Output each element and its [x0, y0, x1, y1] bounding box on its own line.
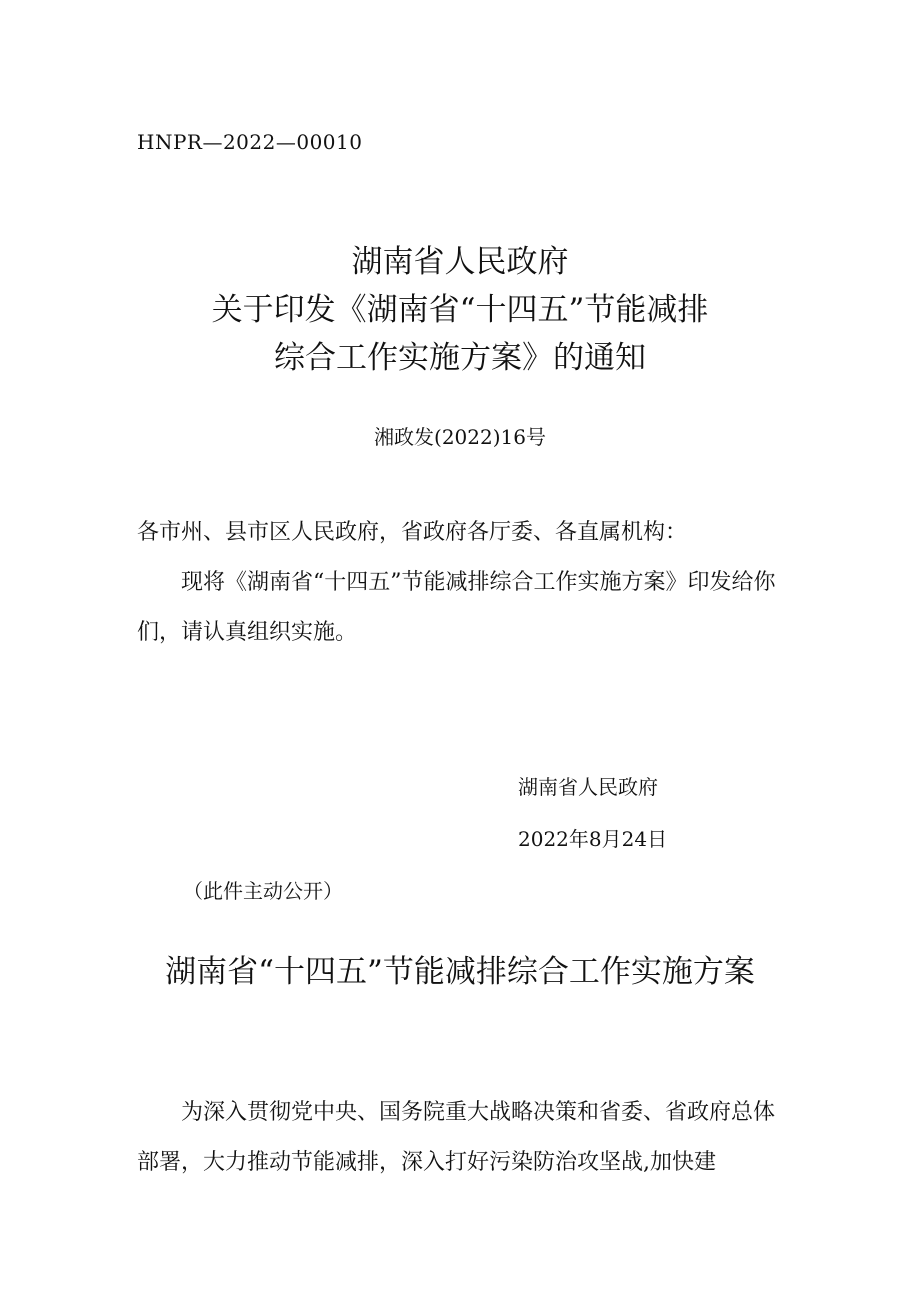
notice-title-line-2: 关于印发《湖南省“十四五”节能减排	[211, 292, 709, 328]
addressee: 各市州、县市区人民政府，省政府各厅委、各直属机构：	[137, 520, 688, 545]
notice-title-line-3: 综合工作实施方案》的通知	[274, 340, 646, 376]
notice-title-line-1: 湖南省人民政府	[351, 244, 569, 280]
signature-date: 2022年8月24日	[518, 827, 668, 851]
plan-title: 湖南省“十四五”节能减排综合工作实施方案	[165, 954, 755, 990]
notice-paragraph: 现将《湖南省“十四五”节能减排综合工作实施方案》印发给你们，请认真组织实施。	[137, 570, 776, 645]
plan-intro-paragraph: 为深入贯彻党中央、国务院重大战略决策和省委、省政府总体部署，大力推动节能减排，深入打好污染防治攻坚战,加快建	[137, 1100, 776, 1175]
document-number: 湘政发(2022)16号	[374, 425, 546, 449]
public-disclosure-note: （此件主动公开）	[183, 879, 343, 903]
document-code: HNPR—2022—00010	[137, 130, 363, 154]
signature-organization: 湖南省人民政府	[518, 775, 658, 799]
notice-title	[0, 238, 920, 382]
